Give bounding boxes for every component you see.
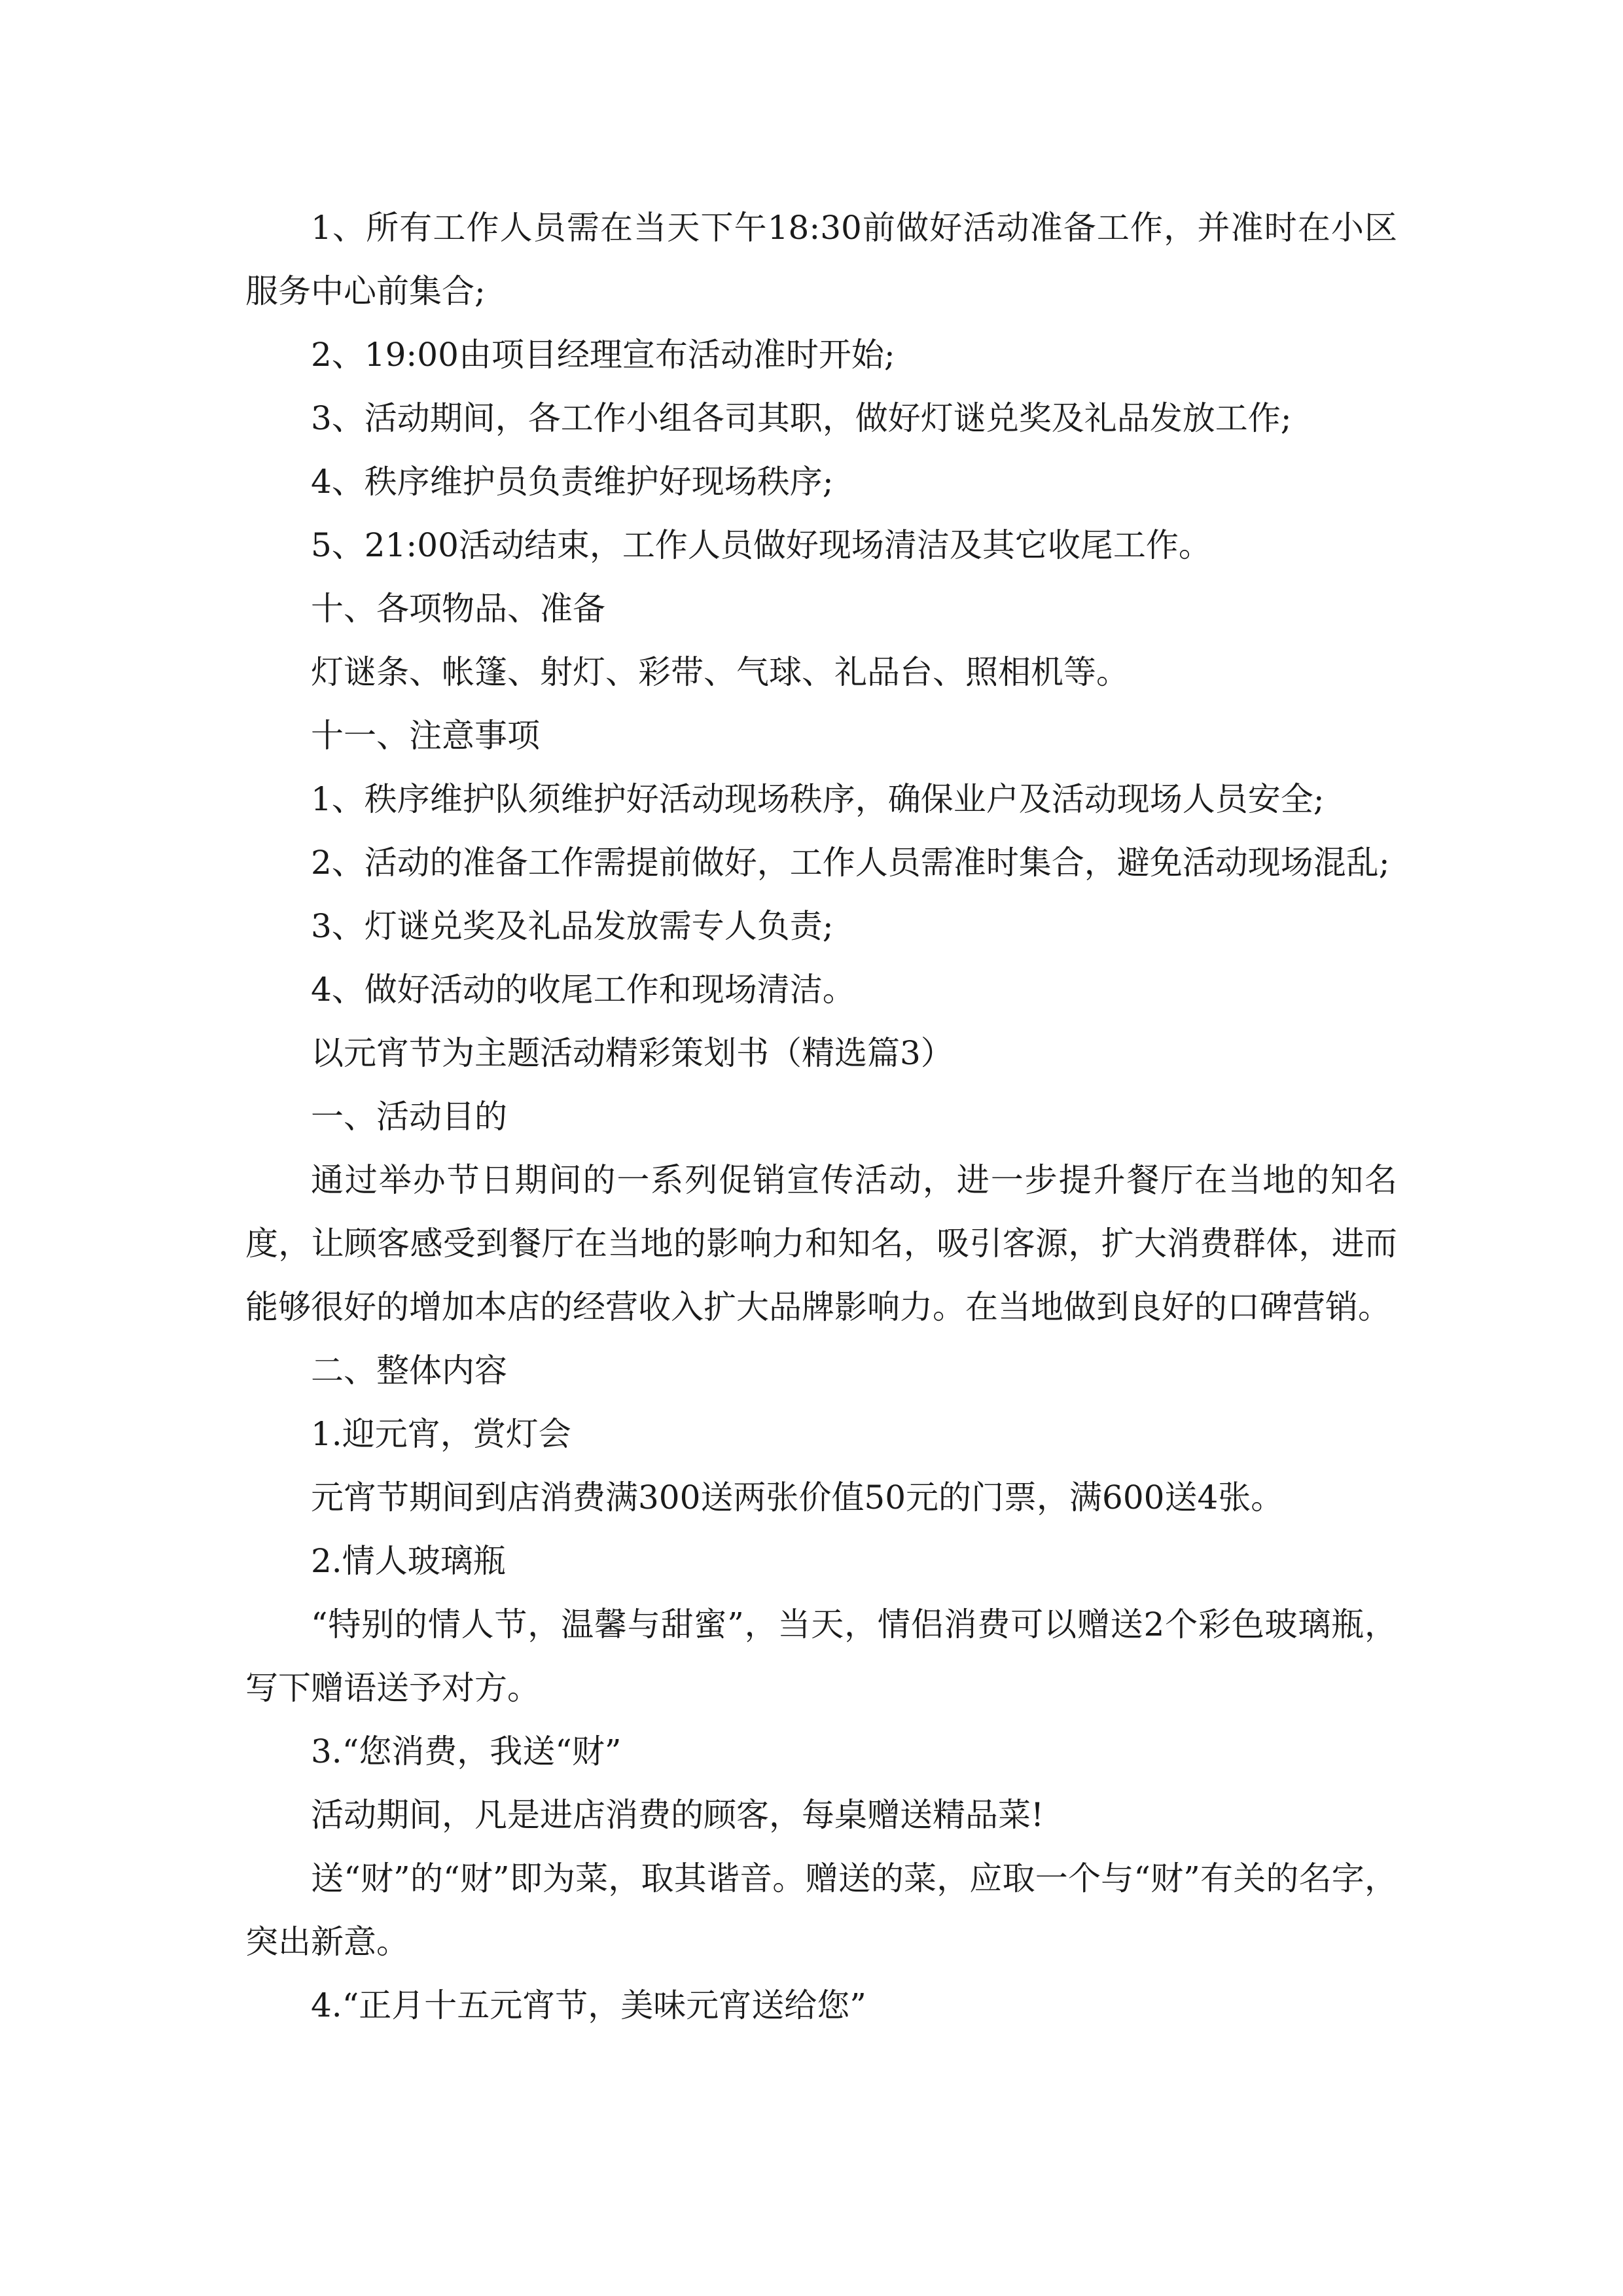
- paragraph: 4、秩序维护员负责维护好现场秩序;: [311, 463, 834, 501]
- paragraph: 1、秩序维护队须维护好活动现场秩序，确保业户及活动现场人员安全;: [311, 780, 1325, 818]
- section-heading: 十、各项物品、准备: [311, 590, 605, 628]
- paragraph: 2、活动的准备工作需提前做好，工作人员需准时集合，避免活动现场混乱;: [311, 844, 1390, 882]
- paragraph: 通过举办节日期间的一系列促销宣传活动，进一步提升餐厅在当地的知名度，让顾客感受到餐厅在当地的影响力和知名，吸引客源，扩大消费群体，进而能够很好的增加本店的经营收入扩大品牌影响力。在当地做到良好的口碑营销。: [245, 1161, 1397, 1326]
- list-item-heading: 4.“正月十五元宵节，美味元宵送给您”: [311, 1986, 866, 2024]
- paragraph: 3、灯谜兑奖及礼品发放需专人负责;: [311, 907, 834, 945]
- paragraph: 活动期间，凡是进店消费的顾客，每桌赠送精品菜!: [311, 1796, 1044, 1834]
- document-subtitle: 以元宵节为主题活动精彩策划书（精选篇3）: [311, 1034, 954, 1072]
- paragraph: 2、19:00由项目经理宣布活动准时开始;: [311, 336, 895, 374]
- document-body: [245, 196, 1397, 2037]
- paragraph: 灯谜条、帐篷、射灯、彩带、气球、礼品台、照相机等。: [311, 653, 1129, 691]
- paragraph: 元宵节期间到店消费满300送两张价值50元的门票，满600送4张。: [311, 1479, 1284, 1516]
- section-heading: 二、整体内容: [311, 1352, 507, 1390]
- paragraph: 5、21:00活动结束，工作人员做好现场清洁及其它收尾工作。: [311, 526, 1211, 564]
- list-item-heading: 2.情人玻璃瓶: [311, 1542, 506, 1580]
- paragraph: 送“财”的“财”即为菜，取其谐音。赠送的菜，应取一个与“财”有关的名字，突出新意。: [245, 1859, 1397, 1961]
- section-heading: 一、活动目的: [311, 1098, 507, 1136]
- paragraph: “特别的情人节，温馨与甜蜜”，当天，情侣消费可以赠送2个彩色玻璃瓶，写下赠语送予对方。: [245, 1605, 1397, 1707]
- paragraph: 4、做好活动的收尾工作和现场清洁。: [311, 971, 855, 1009]
- list-item-heading: 3.“您消费，我送“财”: [311, 1732, 622, 1770]
- paragraph: 3、活动期间，各工作小组各司其职，做好灯谜兑奖及礼品发放工作;: [311, 399, 1292, 437]
- section-heading: 十一、注意事项: [311, 717, 540, 755]
- list-item-heading: 1.迎元宵，赏灯会: [311, 1415, 571, 1453]
- paragraph: 1、所有工作人员需在当天下午18:30前做好活动准备工作，并准时在小区服务中心前集合;: [245, 209, 1397, 310]
